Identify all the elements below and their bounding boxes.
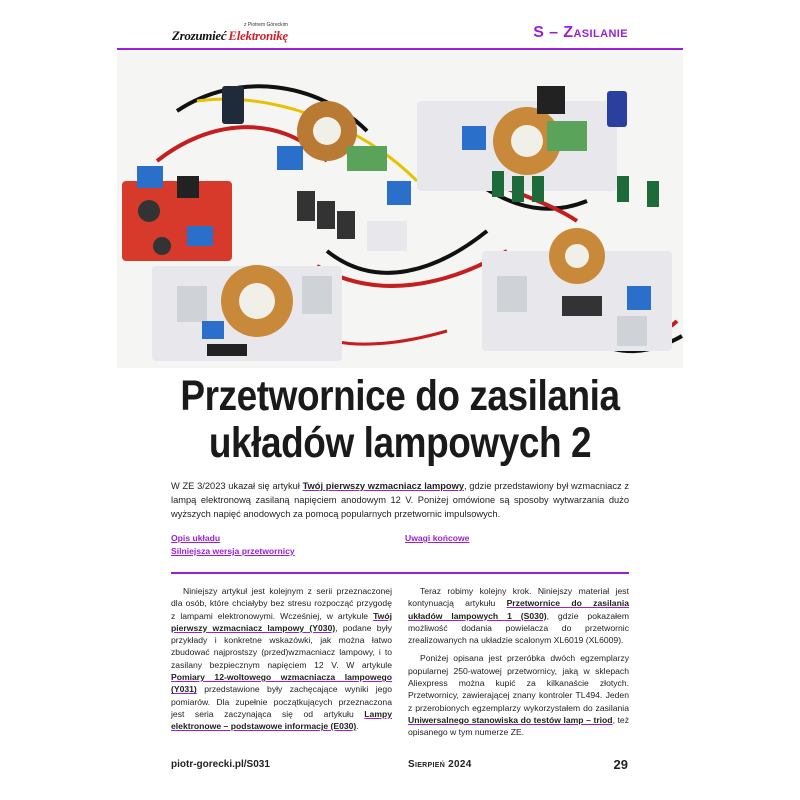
body-paragraph [408,585,629,646]
header-divider [117,48,683,50]
body-text: Poniżej opisana jest przeróbka dwóch egzemplarzy popularnej 250-watowej przetwornicy, jaką w sklepach Aliexpress można kupić za kilkanaście złotych. Przetwornicy, zawierającej znany kontroler TL494. Jeden z przerobionych egzemplarzy wykorzystałem do zasilania [408,653,629,713]
logo-text-part1: Zrozumieć [172,28,227,43]
page-number: 29 [613,757,628,772]
body-paragraph [171,585,392,733]
footer-issue-date: Sierpień 2024 [408,759,472,770]
article-lead [171,479,629,521]
toc-link-circuit-description[interactable]: Opis układu [171,533,221,543]
section-label: S – Zasilanie [533,24,628,41]
link-e030[interactable]: Lampy elektronowe – podstawowe informacje (E030) [171,708,392,732]
toc-divider [171,572,629,574]
body-text: Niniejszy artykuł jest kolejnym z serii przeznaczonej dla osób, które chciałyby bez stresu rozpocząć przygodę z lampami elektronowymi. Wcześniej, w artykule [171,586,392,621]
body-text: przedstawione były zachęcające wyniki jego pomiarów. Dla zupełnie początkujących przeznaczona jest seria zaczynająca się od artykułu [171,684,392,719]
body-text: . [356,721,359,732]
article-photo-power-converters [117,51,683,368]
toc-link-final-remarks[interactable]: Uwagi końcowe [405,533,470,543]
link-y030[interactable]: Twój pierwszy wzmacniacz lampowy (Y030) [171,610,392,633]
logo-subtitle: z Piotrem Góreckim [244,22,288,28]
body-column-left [171,585,392,739]
link-y031[interactable]: Pomiary 12-woltowego wzmacniacza lampowego (Y031) [171,672,392,695]
article-title-line2: układów lampowych 2 [208,419,592,467]
body-column-right [408,585,629,745]
body-text: Teraz robimy kolejny krok. Niniejszy materiał jest kontynuacją artykułu [408,586,629,609]
lead-text: W ZE 3/2023 ukazał się artykuł [171,481,303,491]
link-s030[interactable]: Przetwornice do zasilania układów lampowych 1 (S030) [408,598,630,621]
footer-url[interactable]: piotr-gorecki.pl/S031 [171,759,270,770]
lead-link-tube-amplifier[interactable]: Twój pierwszy wzmacniacz lampowy [302,481,464,491]
magazine-logo [172,24,288,44]
body-paragraph [408,652,629,738]
toc-right [405,532,469,545]
article-title-line1: Przetwornice do zasilania [180,372,620,420]
body-text: , podane były przykłady i konkretne wskazówki, jak można łatwo zbudować najprostszy (przed)wzmacniacz lampowy, i to zasilany bezpiecznym napięciem 12 V. W artykule [171,622,393,670]
photo-illustration [117,51,683,368]
toc-left [171,532,295,558]
body-text: , też opisanego w tym numerze ZE. [408,714,629,738]
body-text: , gdzie pokazałem możliwość dodania powielacza do przetwornic zrealizowanych na układzie scalonym XL6019 (XL6009). [408,610,629,646]
link-triode-test-station[interactable]: Uniwersalnego stanowiska do testów lamp – triod [408,714,613,725]
logo-text-part2: Elektronikę [228,28,288,43]
article-title [157,373,644,467]
toc-link-stronger-version[interactable]: Silniejsza wersja przetwornicy [171,546,295,556]
lead-text: , gdzie przedstawiony był wzmacniacz z lampą elektronową zasilaną napięciem anodowym 12 V. Poniżej omówione są sposoby wytwarzania dużo wyższych napięć anodowych za pomocą popularnych przetwornic impulsowych. [171,481,629,519]
